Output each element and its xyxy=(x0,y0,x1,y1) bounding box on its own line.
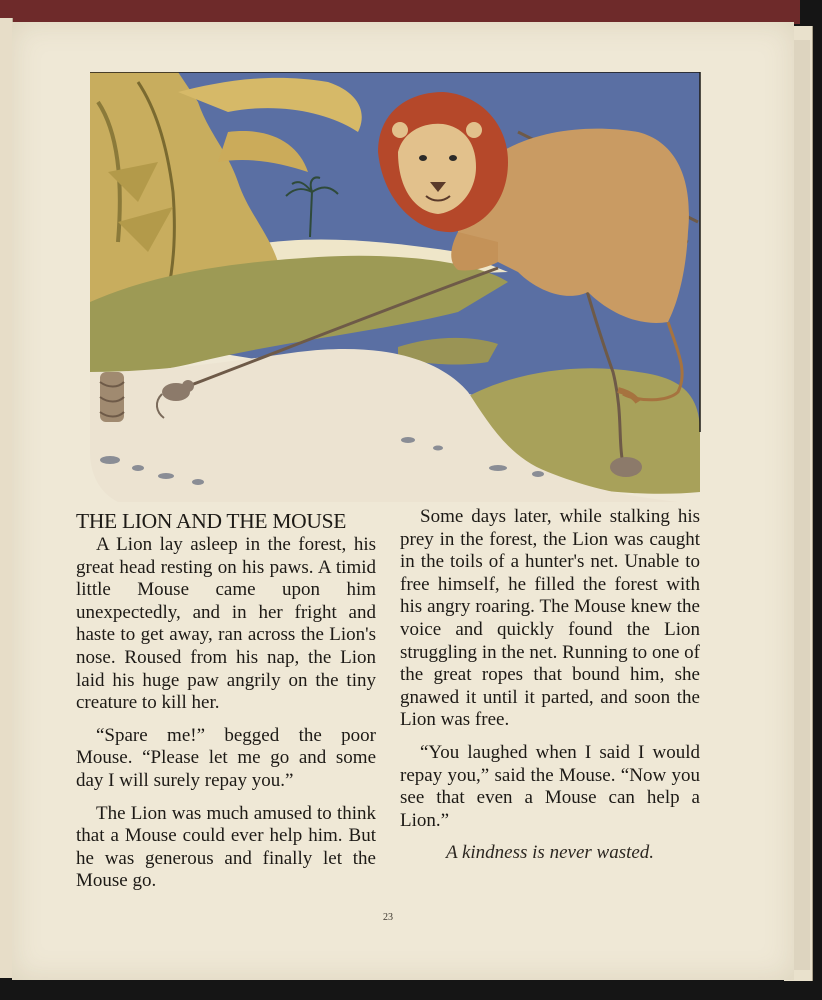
left-column-text xyxy=(76,534,376,903)
story-moral: A kindness is never wasted. xyxy=(445,842,655,864)
left-paragraph-2: “Spare me!” begged the poor Mouse. “Please let me go and some day I will surely repay you.” xyxy=(76,724,376,791)
page-number: 23 xyxy=(383,912,393,923)
left-paragraph-1: A Lion lay asleep in the forest, his great head resting on his paws. A timid little Mouse came upon him unexpectedly, and in her fright and haste to get away, ran across the Lion's nose. Roused from his nap, the Lion laid his huge paw angrily on the tiny creature to kill her. xyxy=(76,534,376,714)
left-paragraph-3: The Lion was much amused to think that a Mouse could ever help him. But he was generous and finally let the Mouse go. xyxy=(76,802,376,892)
right-column-text xyxy=(400,506,700,865)
right-paragraph-2: “You laughed when I said I would repay you,” said the Mouse. “Now you see that even a Mouse can help a Lion.” xyxy=(400,741,700,831)
lion-mouse-illustration xyxy=(78,72,702,516)
story-title: THE LION AND THE MOUSE xyxy=(76,509,347,533)
rope-knot xyxy=(610,457,642,477)
page-stack-edge-inner xyxy=(792,40,810,970)
right-paragraph-1: Some days later, while stalking his prey in the forest, the Lion was caught in the toils of a hunter's net. Unable to free himself, he filled the forest with his angry roaring. The Mouse knew the voice and quickly found the Lion struggling in the net. Running to one of the great ropes that bound him, she gnawed it until it parted, and soon the Lion was free. xyxy=(400,506,700,731)
rope-stake xyxy=(100,372,124,422)
book-cover-edge xyxy=(0,0,800,24)
